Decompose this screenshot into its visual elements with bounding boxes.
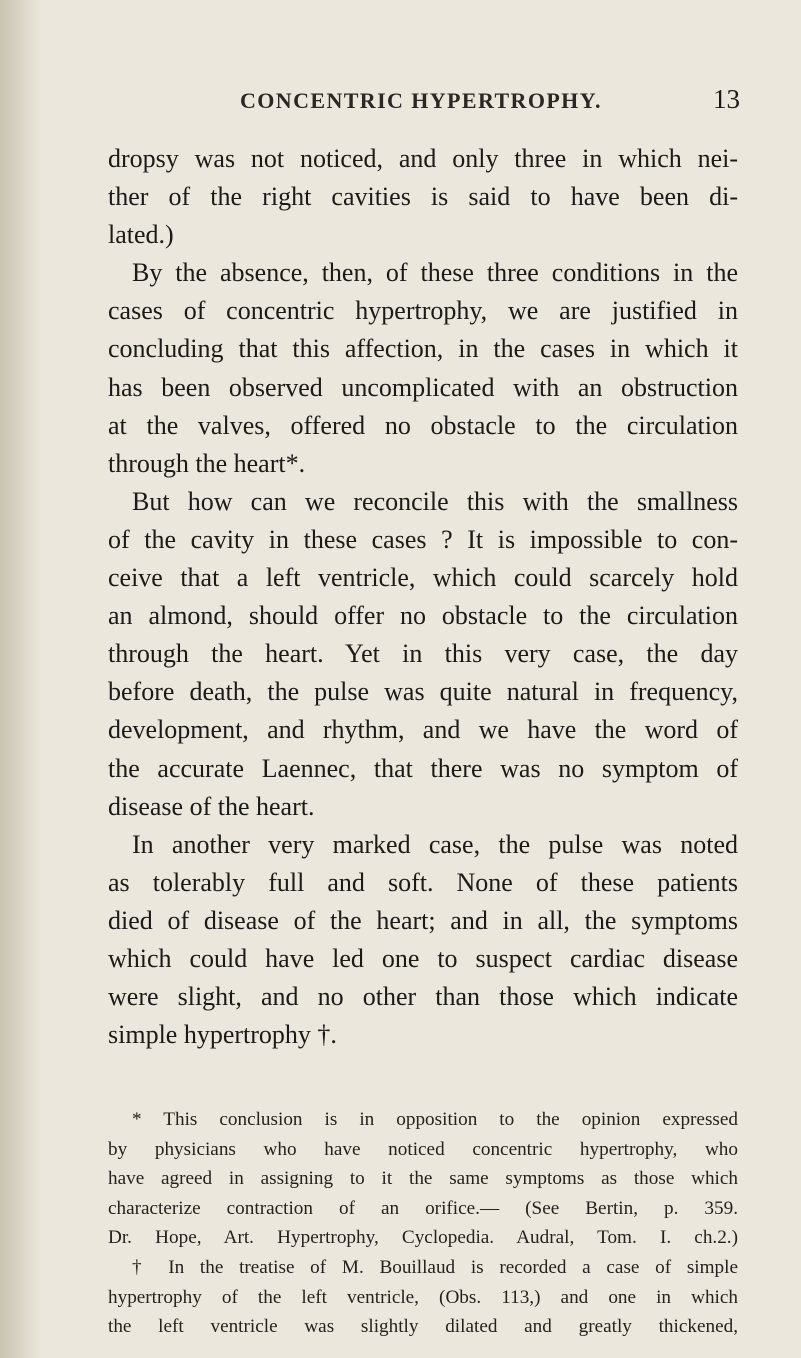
footnote-line: characterize contraction of an orifice.— (See Bertin, p. 359.	[108, 1197, 738, 1219]
body-text	[108, 140, 738, 1054]
text-line: ceive that a left ventricle, which could scarcely hold	[108, 563, 738, 593]
footnote-line: have agreed in assigning to it the same symptoms as those which	[108, 1168, 738, 1190]
footnote-line: by physicians who have noticed concentric hypertrophy, who	[108, 1138, 738, 1160]
text-line: of the cavity in these cases ? It is impossible to con-	[108, 524, 738, 554]
running-header	[240, 84, 740, 124]
text-line: through the heart*.	[108, 448, 306, 478]
text-line: at the valves, offered no obstacle to the circulation	[108, 410, 738, 440]
text-line: died of disease of the heart; and in all, the symptoms	[108, 905, 738, 935]
footnotes	[108, 1105, 738, 1342]
text-line: has been observed uncomplicated with an obstruction	[108, 372, 738, 402]
text-line: cases of concentric hypertrophy, we are justified in	[108, 296, 738, 326]
text-line: disease of the heart.	[108, 791, 315, 821]
paragraph-start-line: But how can we reconcile this with the smallness	[132, 486, 738, 516]
footnote-line: hypertrophy of the left ventricle, (Obs. 113,) and one in which	[108, 1286, 738, 1308]
text-line: lated.)	[108, 220, 174, 250]
text-line: as tolerably full and soft. None of these patients	[108, 867, 738, 897]
footnote-line: the left ventricle was slightly dilated and greatly thickened,	[108, 1316, 738, 1338]
text-line: dropsy was not noticed, and only three in which nei-	[108, 144, 738, 173]
text-line: ther of the right cavities is said to have been di-	[108, 182, 738, 212]
text-line: before death, the pulse was quite natural in frequency,	[108, 677, 738, 707]
text-line: concluding that this affection, in the cases in which it	[108, 334, 738, 364]
page-edge-shadow	[0, 0, 42, 1358]
running-title: CONCENTRIC HYPERTROPHY.	[240, 88, 602, 113]
footnote-start-line: † In the treatise of M. Bouillaud is recorded a case of simple	[132, 1256, 738, 1278]
text-line: which could have led one to suspect cardiac disease	[108, 943, 738, 973]
paragraph-start-line: In another very marked case, the pulse was noted	[132, 829, 738, 859]
text-line: simple hypertrophy †.	[108, 1020, 337, 1050]
text-line: the accurate Laennec, that there was no symptom of	[108, 753, 738, 783]
text-line: an almond, should offer no obstacle to the circulation	[108, 601, 738, 631]
text-line: through the heart. Yet in this very case, the day	[108, 639, 738, 669]
footnote-start-line: * This conclusion is in opposition to the opinion expressed	[132, 1109, 738, 1130]
footnote-line: Dr. Hope, Art. Hypertrophy, Cyclopedia. Audral, Tom. I. ch.2.)	[108, 1227, 738, 1249]
paragraph-start-line: By the absence, then, of these three conditions in the	[132, 258, 738, 288]
text-line: development, and rhythm, and we have the word of	[108, 715, 738, 745]
page-number: 13	[713, 84, 740, 114]
text-line: were slight, and no other than those which indicate	[108, 982, 738, 1012]
